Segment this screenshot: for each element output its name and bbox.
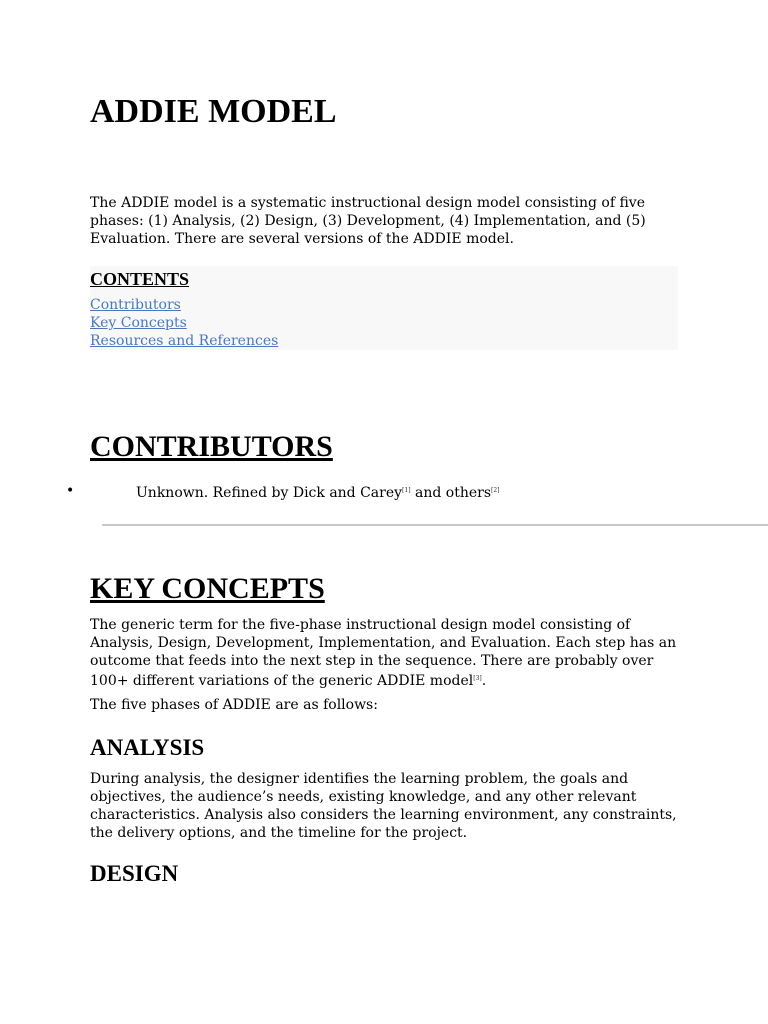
footnote-ref-2[interactable]: [2] [491,487,500,494]
analysis-paragraph: During analysis, the designer identifies the learning problem, the goals and objectives, the audience’s needs, existing knowledge, and any other relevant characteristics. Analysis also considers the learning environment, any constraints, the delivery options, and the timeline for the project. [90,771,677,841]
contributors-text [136,481,500,503]
table-of-contents [90,266,678,350]
key-concepts-heading: KEY CONCEPTS [90,572,325,605]
bullet-icon: • [66,483,75,499]
key-concepts-paragraph [90,616,680,690]
contributors-text-part-1: Unknown. Refined by Dick and Carey [136,485,403,501]
horizontal-divider [102,524,768,526]
footnote-ref-3[interactable]: [3] [473,675,482,682]
intro-paragraph: The ADDIE model is a systematic instructional design model consisting of five phases: (1) Analysis, (2) Design, (3) Development, (4) Implementation, and (5) Evaluation. There are several versions of the ADDIE model. [90,195,646,247]
page-title: ADDIE MODEL [90,93,337,130]
toc-title: CONTENTS [90,269,190,289]
footnote-ref-1[interactable]: [1] [402,487,411,494]
toc-list [90,296,278,350]
key-concepts-text: The generic term for the five-phase instructional design model consisting of Analysis, Design, Development, Implementation, and Evaluation. Each step has an outcome that feeds into the next step in the sequence. There are probably over 100+ different variations of the generic ADDIE model [90,617,677,689]
key-concepts-text-end: . [481,673,487,689]
design-heading: DESIGN [90,861,179,886]
toc-link-contributors[interactable]: Contributors [90,297,181,313]
contributors-heading: CONTRIBUTORS [90,430,333,463]
contributors-text-part-2: and others [410,485,492,501]
toc-link-key-concepts[interactable]: Key Concepts [90,315,187,331]
toc-link-resources-references[interactable]: Resources and References [90,333,279,349]
phases-intro-paragraph: The five phases of ADDIE are as follows: [90,697,378,713]
analysis-heading: ANALYSIS [90,735,205,760]
